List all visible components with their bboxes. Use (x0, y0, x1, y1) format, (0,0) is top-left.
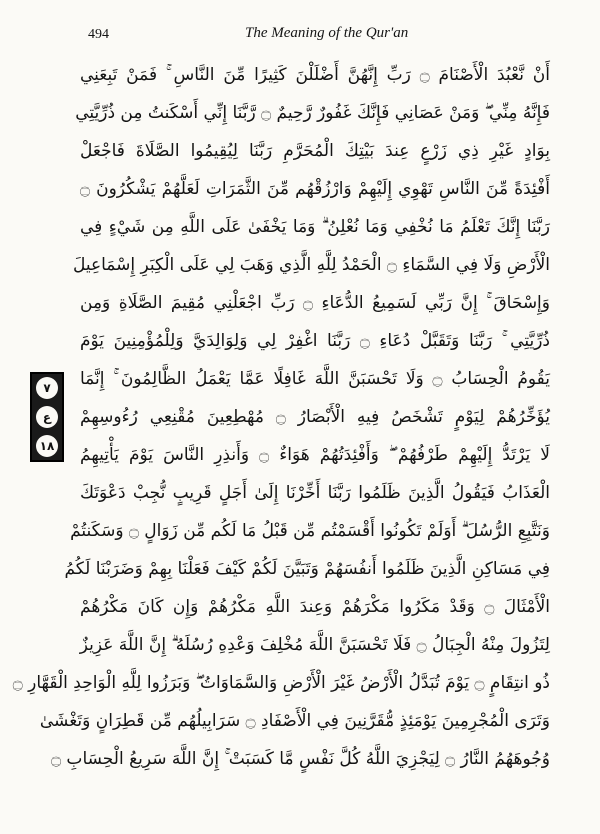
text-line: الْعَذَابُ فَيَقُولُ الَّذِينَ ظَلَمُوا رَبَّنَا أَخِّرْنَا إِلَىٰ أَجَلٍ قَرِيبٍ نُّجِبْ دَعْوَتَكَ (80, 483, 550, 503)
text-line: وَنَتَّبِعِ الرُّسُلَ ۗ أَوَلَمْ تَكُونُوا أَقْسَمْتُم مِّن قَبْلُ مَا لَكُم مِّن زَوَالٍ ۝ وَسَكَنتُمْ (70, 521, 550, 541)
text-line: بِوَادٍ غَيْرِ ذِي زَرْعٍ عِندَ بَيْتِكَ الْمُحَرَّمِ رَبَّنَا لِيُقِيمُوا الصَّلَاةَ فَاجْعَلْ (80, 141, 550, 161)
text-line: رَبَّنَا إِنَّكَ تَعْلَمُ مَا نُخْفِي وَمَا نُعْلِنُ ۗ وَمَا يَخْفَىٰ عَلَى اللَّهِ مِن شَيْءٍ فِي (80, 217, 550, 237)
text-line: ذُرِّيَّتِي ۚ رَبَّنَا وَتَقَبَّلْ دُعَاءِ ۝ رَبَّنَا اغْفِرْ لِي وَلِوَالِدَيَّ وَلِلْمُؤْمِنِينَ يَوْمَ (80, 331, 550, 351)
marker-bottom-number: ١٨ (36, 435, 58, 457)
text-line: لِتَزُولَ مِنْهُ الْجِبَالُ ۝ فَلَا تَحْسَبَنَّ اللَّهَ مُخْلِفَ وَعْدِهِ رُسُلَهُ ۗ إِنَّ اللَّهَ عَزِيزٌ (79, 635, 550, 655)
text-line: الْأَرْضِ وَلَا فِي السَّمَاءِ ۝ الْحَمْدُ لِلَّهِ الَّذِي وَهَبَ لِي عَلَى الْكِبَرِ إِسْمَاعِيلَ (72, 255, 550, 275)
text-line: وَإِسْحَاقَ ۚ إِنَّ رَبِّي لَسَمِيعُ الدُّعَاءِ ۝ رَبِّ اجْعَلْنِي مُقِيمَ الصَّلَاةِ وَمِن (80, 293, 550, 313)
text-line: الْأَمْثَالَ ۝ وَقَدْ مَكَرُوا مَكْرَهُمْ وَعِندَ اللَّهِ مَكْرُهُمْ وَإِن كَانَ مَكْرُهُمْ (80, 597, 550, 617)
text-line: وَتَرَى الْمُجْرِمِينَ يَوْمَئِذٍ مُّقَرَّنِينَ فِي الْأَصْفَادِ ۝ سَرَابِيلُهُم مِّن قَطِرَانٍ وَتَغْشَىٰ (39, 711, 550, 731)
text-line: وُجُوهَهُمُ النَّارُ ۝ لِيَجْزِيَ اللَّهُ كُلَّ نَفْسٍ مَّا كَسَبَتْ ۚ إِنَّ اللَّهَ سَرِيعُ الْحِسَابِ ۝ (51, 749, 550, 769)
text-line: فِي مَسَاكِنِ الَّذِينَ ظَلَمُوا أَنفُسَهُمْ وَتَبَيَّنَ لَكُمْ كَيْفَ فَعَلْنَا بِهِمْ وَضَرَبْنَا لَكُمُ (64, 559, 550, 579)
text-line: أَنْ نَّعْبُدَ الْأَصْنَامَ ۝ رَبِّ إِنَّهُنَّ أَضْلَلْنَ كَثِيرًا مِّنَ النَّاسِ ۚ فَمَنْ تَبِعَنِي (80, 65, 550, 85)
page-number: 494 (88, 27, 109, 42)
text-line: ذُو انتِقَامٍ ۝ يَوْمَ تُبَدَّلُ الْأَرْضُ غَيْرَ الْأَرْضِ وَالسَّمَاوَاتُ ۖ وَبَرَزُوا لِلَّهِ الْوَاحِدِ الْقَهَّارِ ۝ (12, 673, 550, 693)
running-title: The Meaning of the Qur'an (245, 25, 409, 41)
text-line: فَإِنَّهُ مِنِّي ۖ وَمَنْ عَصَانِي فَإِنَّكَ غَفُورٌ رَّحِيمٌ ۝ رَّبَّنَا إِنِّي أَسْكَنتُ مِن ذُرِّيَّتِي (75, 103, 550, 123)
text-line: أَفْئِدَةً مِّنَ النَّاسِ تَهْوِي إِلَيْهِمْ وَارْزُقْهُم مِّنَ الثَّمَرَاتِ لَعَلَّهُمْ يَشْكُرُونَ ۝ (80, 179, 550, 199)
text-line: يُؤَخِّرُهُمْ لِيَوْمٍ تَشْخَصُ فِيهِ الْأَبْصَارُ ۝ مُهْطِعِينَ مُقْنِعِي رُءُوسِهِمْ (80, 407, 550, 427)
marker-top-number: ٧ (36, 377, 58, 399)
ruku-margin-marker (30, 372, 64, 462)
text-line: لَا يَرْتَدُّ إِلَيْهِمْ طَرْفُهُمْ ۖ وَأَفْئِدَتُهُمْ هَوَاءٌ ۝ وَأَنذِرِ النَّاسَ يَوْمَ يَأْتِيهِمُ (80, 445, 550, 465)
marker-ain-symbol: ع (36, 406, 58, 428)
text-line: يَقُومُ الْحِسَابُ ۝ وَلَا تَحْسَبَنَّ اللَّهَ غَافِلًا عَمَّا يَعْمَلُ الظَّالِمُونَ ۚ إِنَّمَا (80, 369, 551, 389)
